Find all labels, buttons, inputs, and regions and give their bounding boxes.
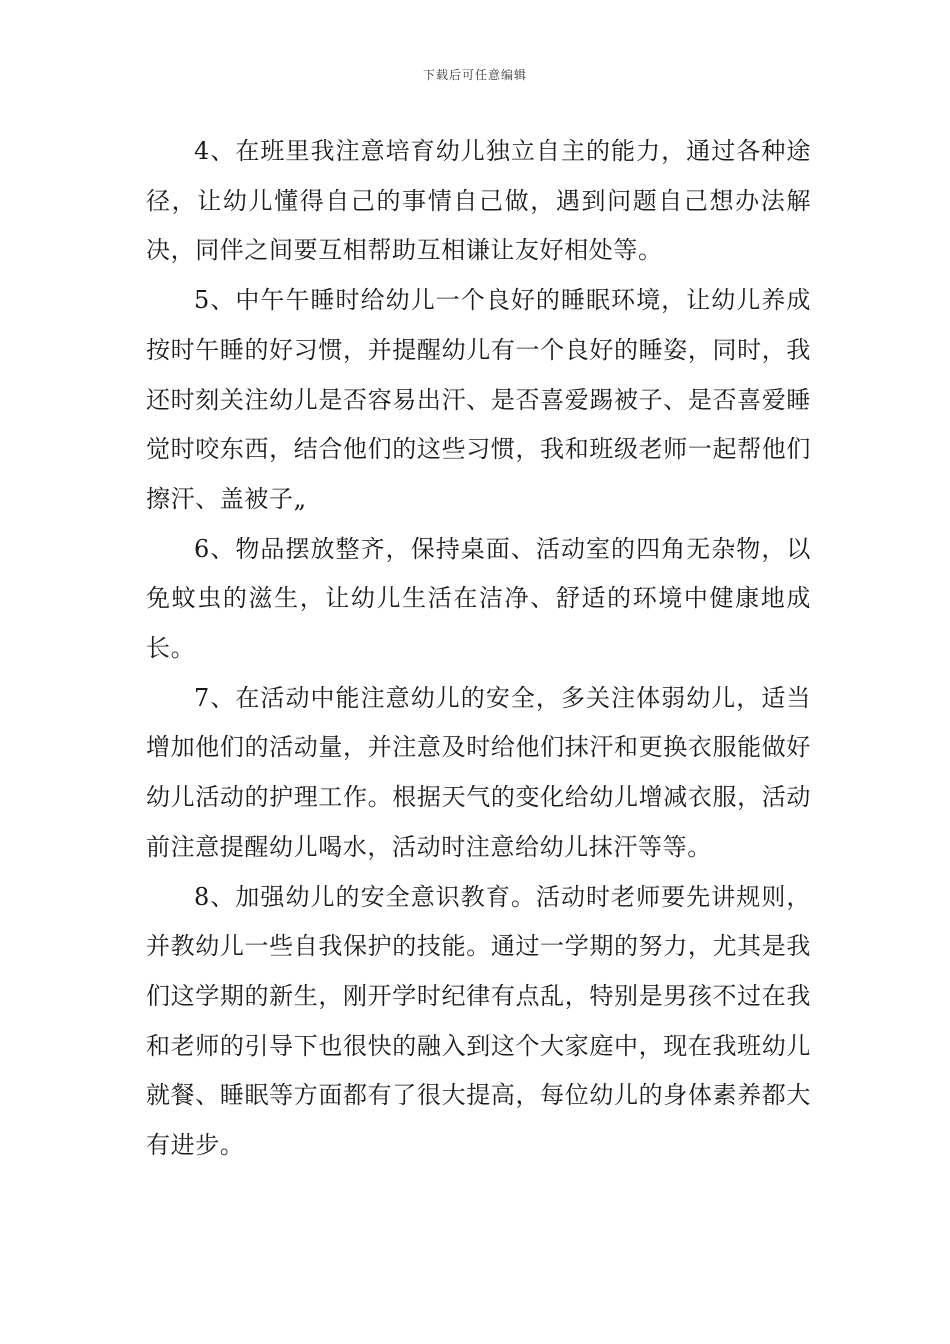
paragraph-item-8: 8、加强幼儿的安全意识教育。活动时老师要先讲规则，并教幼儿一些自我保护的技能。通过一学期的努力，尤其是我们这学期的新生，刚开学时纪律有点乱，特别是男孩不过在我和老师的引导下也很快的融入到这个大家庭中，现在我班幼儿就餐、睡眠等方面都有了很大提高，每位幼儿的身体素养都大有进步。 — [146, 882, 811, 1160]
header-note: 下载后可任意编辑 — [422, 68, 527, 82]
paragraph-item-5: 5、中午午睡时给幼儿一个良好的睡眠环境，让幼儿养成按时午睡的好习惯，并提醒幼儿有一个良好的睡姿，同时，我还时刻关注幼儿是否容易出汗、是否喜爱踢被子、是否喜爱睡觉时咬东西，结合他们的这些习惯，我和班级老师一起帮他们擦汗、盖被子„ — [146, 286, 811, 513]
paragraph-item-6: 6、物品摆放整齐，保持桌面、活动室的四角无杂物，以免蚊虫的滋生，让幼儿生活在洁净、舒适的环境中健康地成长。 — [146, 534, 811, 663]
paragraph-item-7: 7、在活动中能注意幼儿的安全，多关注体弱幼儿，适当增加他们的活动量，并注意及时给他们抹汗和更换衣服能做好幼儿活动的护理工作。根据天气的变化给幼儿增减衣服，活动前注意提醒幼儿喝水，活动时注意给幼儿抹汗等等。 — [146, 683, 811, 861]
paragraph-item-4: 4、在班里我注意培育幼儿独立自主的能力，通过各种途径，让幼儿懂得自己的事情自己做，遇到问题自己想办法解决，同伴之间要互相帮助互相谦让友好相处等。 — [146, 137, 811, 265]
document-body — [146, 127, 811, 1171]
